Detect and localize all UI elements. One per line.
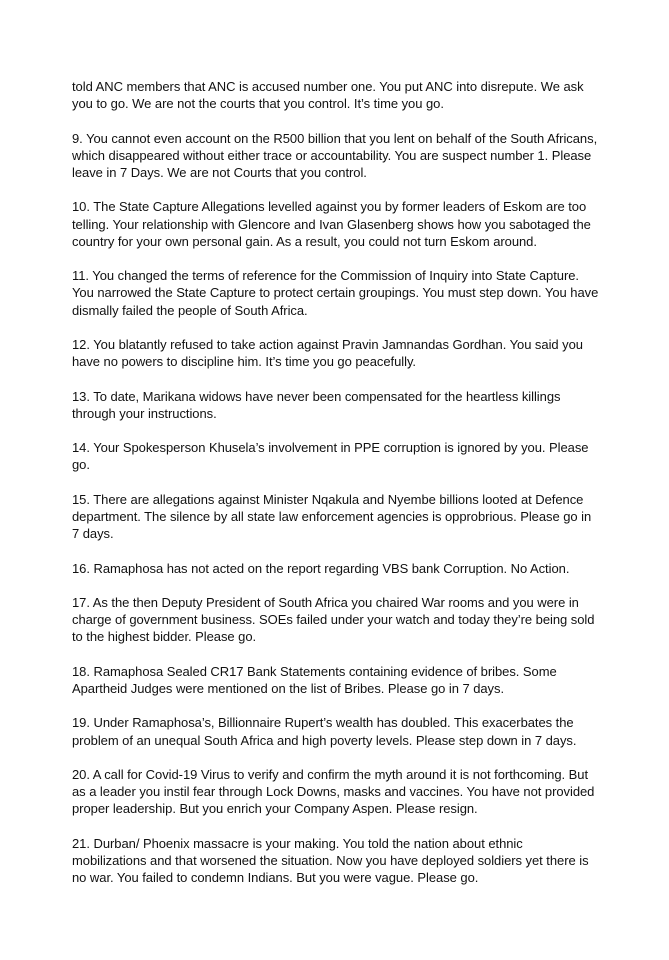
paragraph-item-20: 20. A call for Covid-19 Virus to verify and confirm the myth around it is not forthcoming. But as a leader you instil fear through Lock Downs, masks and vaccines. You have not provided proper leadership. But you enrich your Company Aspen. Please resign. xyxy=(72,766,595,817)
paragraph-item-14: 14. Your Spokesperson Khusela’s involvement in PPE corruption is ignored by you. Please go. xyxy=(72,440,589,473)
paragraph-item-16: 16. Ramaphosa has not acted on the report regarding VBS bank Corruption. No Action. xyxy=(72,560,570,576)
paragraph-item-17: 17. As the then Deputy President of South Africa you chaired War rooms and you were in charge of government business. SOEs failed under your watch and today they’re being sold to the highest bidder. Please go. xyxy=(72,594,595,645)
paragraph-item-10: 10. The State Capture Allegations levelled against you by former leaders of Eskom are too telling. Your relationship with Glencore and Ivan Glasenberg shows how you sabotaged the country for your own personal gain. As a result, you could not turn Eskom around. xyxy=(72,199,591,249)
paragraph-item-15: 15. There are allegations against Minister Nqakula and Nyembe billions looted at Defence department. The silence by all state law enforcement agencies is opprobrious. Please go in 7 days. xyxy=(72,491,592,542)
paragraph-item-9: 9. You cannot even account on the R500 billion that you lent on behalf of the South Africans, which disappeared without either trace or accountability. You are suspect number 1. Please leave in 7 Days. We are not Courts that you control. xyxy=(72,130,598,180)
paragraph-item-13: 13. To date, Marikana widows have never been compensated for the heartless killings through your instructions. xyxy=(72,388,561,421)
paragraph-item-21: 21. Durban/ Phoenix massacre is your making. You told the nation about ethnic mobilizations and that worsened the situation. Now you have deployed soldiers yet there is no war. You failed to condemn Indians. But you were vague. Please go. xyxy=(72,835,589,886)
paragraph-item-11: 11. You changed the terms of reference for the Commission of Inquiry into State Capture. You narrowed the State Capture to protect certain groupings. You must step down. You have dismally failed the people of South Africa. xyxy=(72,268,599,318)
paragraph-item-18: 18. Ramaphosa Sealed CR17 Bank Statements containing evidence of bribes. Some Apartheid Judges were mentioned on the list of Bribes. Please go in 7 days. xyxy=(72,663,557,696)
paragraph-continuation: told ANC members that ANC is accused number one. You put ANC into disrepute. We ask you to go. We are not the courts that you control. It’s time you go. xyxy=(72,79,584,112)
paragraph-item-19: 19. Under Ramaphosa’s, Billionnaire Rupert’s wealth has doubled. This exacerbates the problem of an unequal South Africa and high poverty levels. Please step down in 7 days. xyxy=(72,715,577,748)
document-body xyxy=(72,78,600,904)
paragraph-item-12: 12. You blatantly refused to take action against Pravin Jamnandas Gordhan. You said you have no powers to discipline him. It’s time you go peacefully. xyxy=(72,336,583,370)
